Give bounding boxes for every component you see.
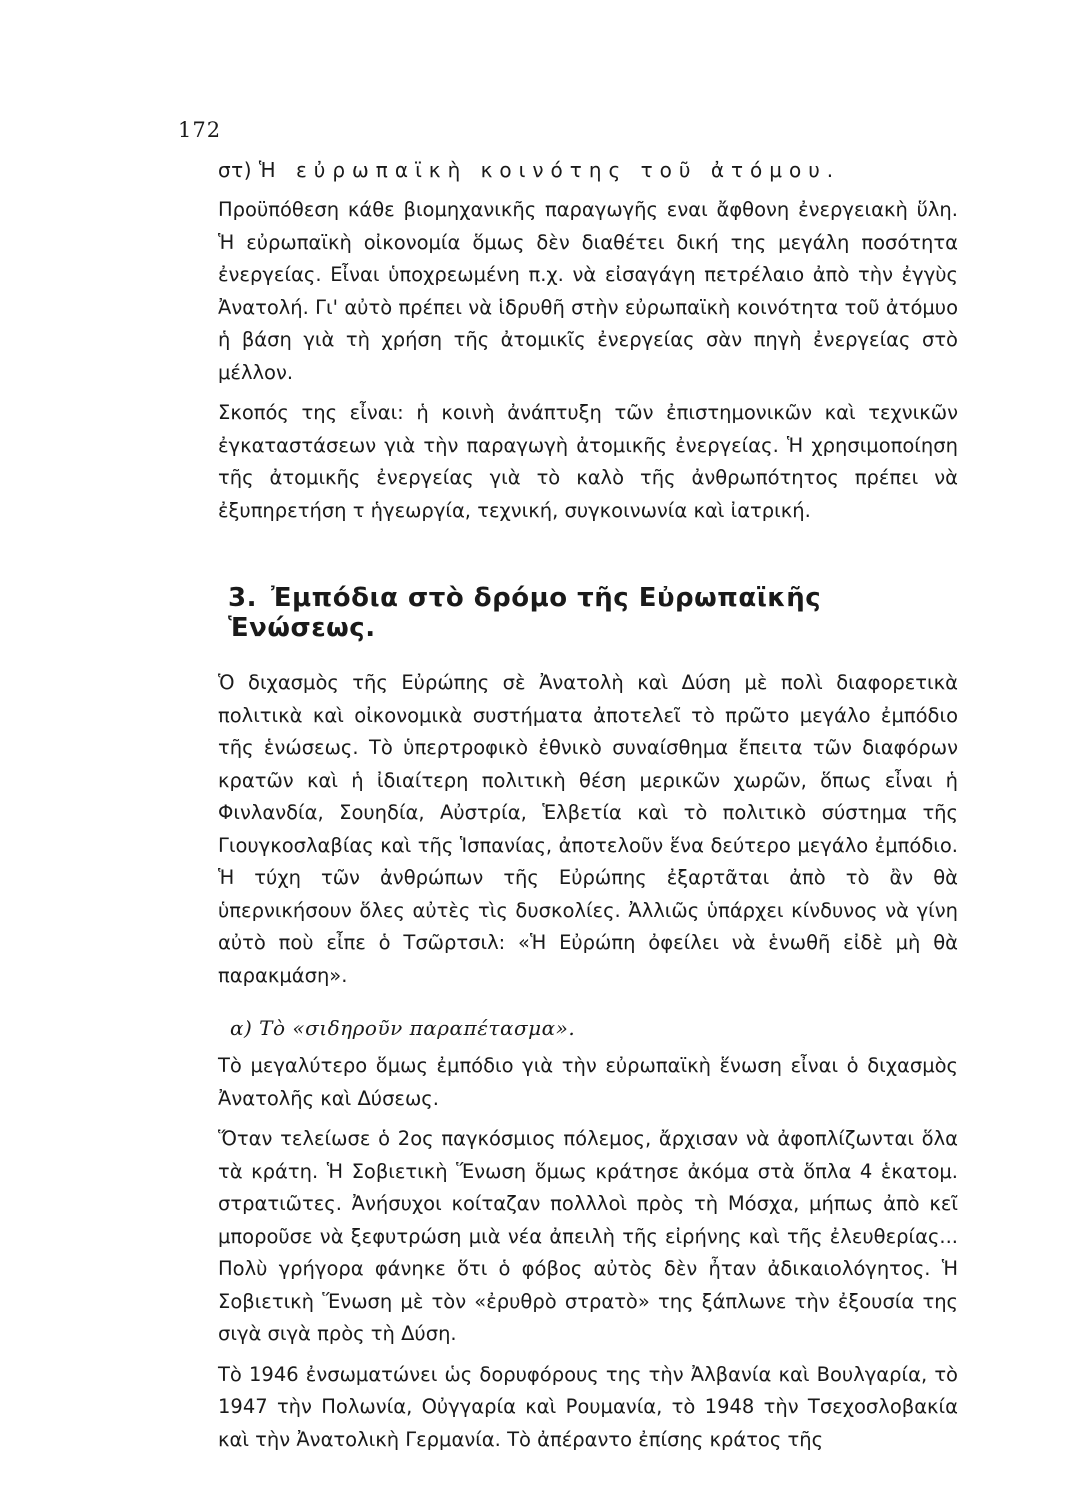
subsection-title: Ἡ εὐρωπαϊκὴ κοινότης τοῦ ἀτόμου.	[258, 158, 841, 182]
page-content	[218, 152, 958, 1456]
paragraph: Σκοπός της εἶναι: ἡ κοινὴ ἀνάπτυξη τῶν ἐπιστημονικῶν καὶ τεχνικῶν ἐγκαταστάσεων γιὰ τὴν παραγωγὴ ἀτομικῆς ἐνεργείας. Ἡ χρησιμοποίηση τῆς ἀτομικῆς ἐνεργείας γιὰ τὸ καλὸ τῆς ἀνθρωπότητος πρέπει νὰ ἐξυπηρετήση τ ἡγεωργία, τεχνική, συγκοινωνία καὶ ἰατρική.	[218, 401, 958, 522]
section-number: 3.	[228, 583, 257, 613]
italic-subheading: α) Τὸ «σιδηροῦν παραπέτασμα».	[230, 1016, 576, 1040]
subsection-heading	[218, 152, 958, 188]
section-title: Ἐμπόδια στὸ δρόμο τῆς Εὐρωπαϊκῆς Ἑνώσεως.	[228, 583, 822, 643]
page-number: 172	[178, 118, 222, 142]
paragraph: Τὸ μεγαλύτερο ὅμως ἐμπόδιο γιὰ τὴν εὐρωπαϊκὴ ἕνωση εἶναι ὁ διχασμὸς Ἀνατολῆς καὶ Δύσεως.	[218, 1054, 958, 1110]
subsection-label: στ)	[218, 158, 253, 182]
paragraph: Προϋπόθεση κάθε βιομηχανικῆς παραγωγῆς εναι ἄφθονη ἐνεργειακὴ ὕλη. Ἡ εὐρωπαϊκὴ οἰκονομία ὅμως δὲν διαθέτει δική της μεγάλη ποσότητα ἐνεργείας. Εἶναι ὑποχρεωμένη π.χ. νὰ εἰσαγάγη πετρέλαιο ἀπὸ τὴν ἐγγὺς Ἀνατολή. Γι' αὐτὸ πρέπει νὰ ἱδρυθῆ στὴν εὐρωπαϊκὴ κοινότητα τοῦ ἀτόμυο ἡ βάση γιὰ τὴ χρήση τῆς ἀτομικῖς ἐνεργείας σὰν πηγὴ ἐνεργείας στὸ μέλλον.	[218, 198, 958, 384]
paragraph: Ὅταν τελείωσε ὁ 2ος παγκόσμιος πόλεμος, ἄρχισαν νὰ ἀφοπλίζωνται ὅλα τὰ κράτη. Ἡ Σοβιετικὴ Ἕνωση ὅμως κράτησε ἀκόμα στὰ ὅπλα 4 ἑκατομ. στρατιῶτες. Ἀνήσυχοι κοίταζαν πολλλοὶ πρὸς τὴ Μόσχα, μήπως ἀπὸ κεῖ μποροῦσε νὰ ξεφυτρώση μιὰ νέα ἀπειλὴ τῆς εἰρήνης καὶ τῆς ἐλευθερίας... Πολὺ γρήγορα φάνηκε ὅτι ὁ φόβος αὐτὸς δὲν ἦταν ἀδικαιολόγητος. Ἡ Σοβιετικὴ Ἕνωση μὲ τὸν «ἐρυθρὸ στρατὸ» της ξάπλωνε τὴν ἐξουσία της σιγὰ σιγὰ πρὸς τὴ Δύση.	[218, 1127, 958, 1345]
paragraph: Τὸ 1946 ἐνσωματώνει ὡς δορυφόρους της τὴν Ἀλβανία καὶ Βουλγαρία, τὸ 1947 τὴν Πολωνία, Οὐγγαρία καὶ Ρουμανία, τὸ 1948 τὴν Τσεχοσλοβακία καὶ τὴν Ἀνατολικὴ Γερμανία. Τὸ ἀπέραντο ἐπίσης κράτος τῆς	[218, 1362, 958, 1451]
section-heading	[228, 583, 958, 643]
paragraph: Ὁ διχασμὸς τῆς Εὐρώπης σὲ Ἀνατολὴ καὶ Δύση μὲ πολὶ διαφορετικὰ πολιτικὰ καὶ οἰκονομικὰ συστήματα ἀποτελεῖ τὸ πρῶτο μεγάλο ἐμπόδιο τῆς ἑνώσεως. Τὸ ὑπερτροφικὸ ἐθνικὸ συναίσθημα ἔπειτα τῶν διαφόρων κρατῶν καὶ ἡ ἰδιαίτερη πολιτικὴ θέση μερικῶν χωρῶν, ὅπως εἶναι ἡ Φινλανδία, Σουηδία, Αὐστρία, Ἑλβετία καὶ τὸ πολιτικὸ σύστημα τῆς Γιουγκοσλαβίας καὶ τῆς Ἱσπανίας, ἀποτελοῦν ἕνα δεύτερο μεγάλο ἐμπόδιο. Ἡ τύχη τῶν ἀνθρώπων τῆς Εὐρώπης ἐξαρτᾶται ἀπὸ τὸ ἂν θὰ ὑπερνικήσουν ὅλες αὐτὲς τὶς δυσκολίες. Ἀλλιῶς ὑπάρχει κίνδυνος νὰ γίνη αὐτὸ ποὺ εἶπε ὁ Τσῶρτσιλ: «Ἡ Εὐρώπη ὀφείλει νὰ ἑνωθῆ εἰδὲ μὴ θὰ παρακμάση».	[218, 671, 958, 987]
